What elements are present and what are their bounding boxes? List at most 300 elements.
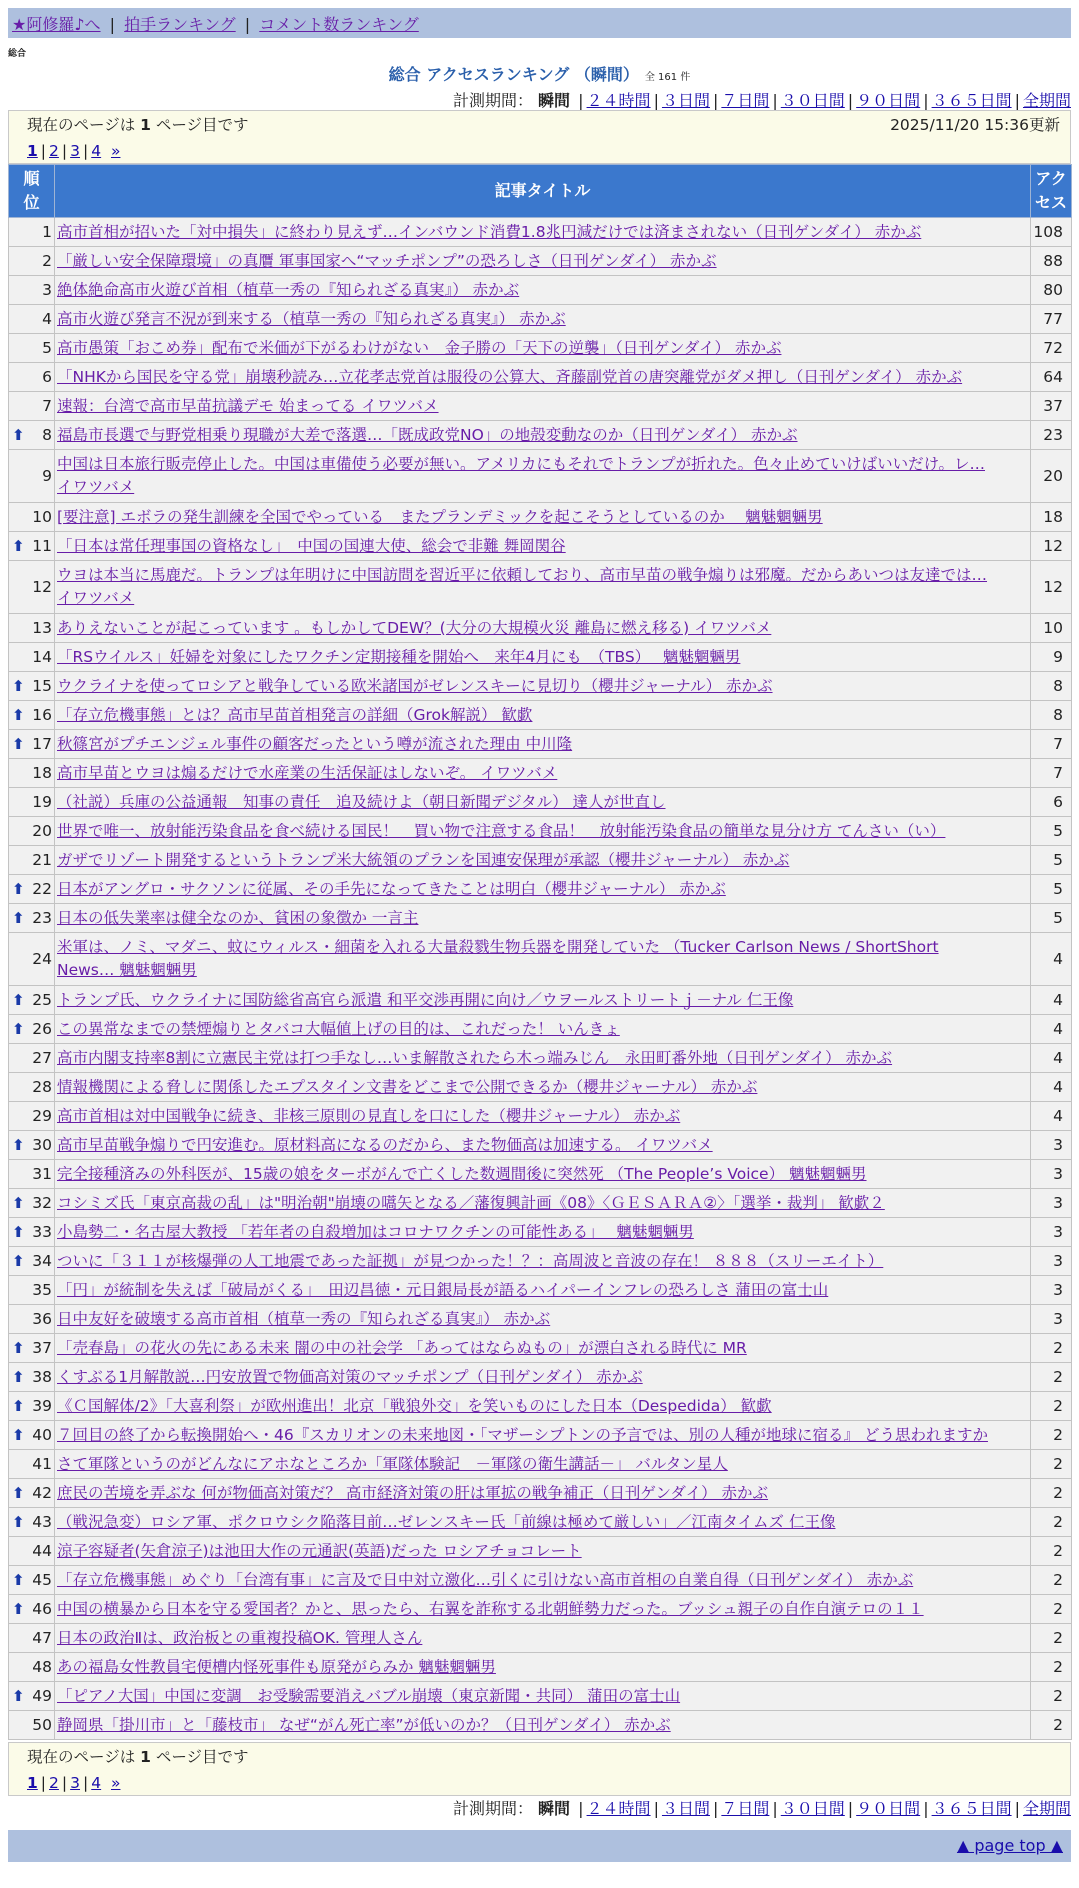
- rank-cell: [9, 450, 55, 503]
- title-cell: [55, 1131, 1031, 1160]
- rank-cell: [9, 614, 55, 643]
- article-link[interactable]: ありえないことが起こっています 。もしかしてDEW？(大分の大規模火災 離島に燃え移る) イワツバメ: [57, 618, 772, 637]
- pager-box-top: [8, 110, 1071, 164]
- rank-cell: [9, 305, 55, 334]
- rank-number: 34: [32, 1252, 52, 1270]
- pager-status-line: [27, 1745, 1052, 1771]
- rank-cell: [9, 1131, 55, 1160]
- article-link[interactable]: 涼子容疑者(矢倉涼子)は池田大作の元通訳(英語)だった ロシアチョコレート: [57, 1541, 582, 1560]
- rank-number: 43: [32, 1513, 52, 1531]
- access-count: 4: [1031, 933, 1072, 986]
- title-cell: [55, 672, 1031, 701]
- rank-cell: [9, 1305, 55, 1334]
- table-row: [9, 701, 1072, 730]
- title-cell: [55, 933, 1031, 986]
- access-header-label: アクセス: [1034, 169, 1067, 212]
- title-cell: [55, 1015, 1031, 1044]
- rank-cell: [9, 933, 55, 986]
- rank-number: 14: [32, 648, 52, 666]
- page-link-4[interactable]: 4: [91, 1774, 102, 1792]
- access-count: 4: [1031, 1102, 1072, 1131]
- rank-cell: [9, 788, 55, 817]
- table-row: [9, 1653, 1072, 1682]
- access-count: 4: [1031, 986, 1072, 1015]
- access-count: 64: [1031, 363, 1072, 392]
- rank-number: 24: [32, 950, 52, 968]
- article-link[interactable]: 「NHKから国民を守る党」崩壊秒読み…立花孝志党首は服役の公算大、斉藤副党首の唐突離党がダメ押し（日刊ゲンダイ） 赤かぶ: [57, 367, 963, 386]
- article-link[interactable]: [57, 564, 1028, 610]
- rank-cell: [9, 1160, 55, 1189]
- total-count: 全 161 件: [644, 72, 691, 83]
- period-option-0[interactable]: ２４時間: [586, 1799, 651, 1818]
- period-selected: 瞬間: [538, 1799, 571, 1818]
- access-count: 8: [1031, 701, 1072, 730]
- access-count: 2: [1031, 1392, 1072, 1421]
- bottom-bar: [8, 1830, 1071, 1862]
- article-link[interactable]: 「円」が統制を失えば「破局がくる」 田辺昌徳・元日銀局長が語るハイパーインフレの恐ろしさ 蒲田の富士山: [57, 1280, 829, 1299]
- ranking-table-body: [9, 218, 1072, 1740]
- rank-cell: [9, 421, 55, 450]
- article-link[interactable]: 秋篠宮がプチエンジェル事件の顧客だったという噂が流された理由 中川隆: [57, 734, 573, 753]
- table-row: [9, 1711, 1072, 1740]
- table-row: [9, 1508, 1072, 1537]
- article-link[interactable]: 福島市長選で与野党相乗り現職が大差で落選…「既成政党NO」の地殻変動なのか（日刊ゲンダイ） 赤かぶ: [57, 425, 798, 444]
- access-count: 7: [1031, 759, 1072, 788]
- title-cell: [55, 1334, 1031, 1363]
- rank-number: 20: [32, 822, 52, 840]
- article-link[interactable]: ついに「３１１が核爆弾の人工地震であった証拠」が見つかった！？：高周波と音波の存在！ ８８８（スリーエイト）: [57, 1251, 884, 1270]
- title-cell: [55, 788, 1031, 817]
- title-cell: [55, 1305, 1031, 1334]
- title-cell: [55, 334, 1031, 363]
- period-option-6[interactable]: 全期間: [1022, 1799, 1071, 1818]
- article-link[interactable]: ７回目の終了から転換開始へ・46『スカリオンの未来地図・「マザーシプトンの予言では、別の人種が地球に宿る』 どう思われますか: [57, 1425, 988, 1444]
- period-separator: |: [578, 1799, 584, 1818]
- table-row: [9, 1015, 1072, 1044]
- table-row: [9, 305, 1072, 334]
- title-cell: [55, 561, 1031, 614]
- period-options: [575, 91, 1071, 110]
- period-option-2[interactable]: ７日間: [721, 1799, 770, 1818]
- access-count: 3: [1031, 1218, 1072, 1247]
- rank-cell: [9, 218, 55, 247]
- rank-number: 3: [42, 281, 52, 299]
- access-count: 2: [1031, 1363, 1072, 1392]
- table-row: [9, 363, 1072, 392]
- article-link[interactable]: コシミズ氏「東京高裁の乱」は"明治朝"崩壊の嚆矢となる／藩復興計画《08》〈ＧＥＳＡＲＡ②〉「選挙・裁判」 歓歔２: [57, 1193, 885, 1212]
- access-count: 37: [1031, 392, 1072, 421]
- pager-suffix: ページ目です: [150, 116, 249, 134]
- article-link[interactable]: 「RSウイルス」妊婦を対象にしたワクチン定期接種を開始へ 来年4月にも （TBS） 魑魅魍魎男: [57, 647, 741, 666]
- table-header-row: [9, 165, 1072, 218]
- access-count: 8: [1031, 672, 1072, 701]
- period-option-5[interactable]: ３６５日間: [931, 91, 1012, 110]
- title-cell: [55, 1479, 1031, 1508]
- rank-cell: [9, 392, 55, 421]
- table-row: [9, 788, 1072, 817]
- article-link[interactable]: 日中友好を破壊する高市首相（植草一秀の『知られざる真実』） 赤かぶ: [57, 1309, 551, 1328]
- table-row: [9, 1537, 1072, 1566]
- rank-cell: [9, 1653, 55, 1682]
- rank-cell: [9, 1015, 55, 1044]
- period-option-4[interactable]: ９０日間: [856, 91, 921, 110]
- title-cell: [55, 986, 1031, 1015]
- article-link[interactable]: 「日本は常任理事国の資格なし」 中国の国連大使、総会で非難 舞岡関谷: [57, 536, 566, 555]
- table-row: [9, 1131, 1072, 1160]
- comment-ranking-link[interactable]: コメント数ランキング: [259, 15, 419, 34]
- article-link[interactable]: 情報機関による脅しに関係したエプスタイン文書をどこまで公開できるか（櫻井ジャーナル） 赤かぶ: [57, 1077, 758, 1096]
- next-page-link[interactable]: »: [110, 1774, 121, 1792]
- rank-cell: [9, 503, 55, 532]
- rank-cell: [9, 672, 55, 701]
- article-link[interactable]: 庶民の苦境を弄ぶな 何が物価高対策だ？ 高市経済対策の肝は軍拡の戦争補正（日刊ゲンダイ） 赤かぶ: [57, 1483, 769, 1502]
- title-cell: [55, 247, 1031, 276]
- access-count: 12: [1031, 532, 1072, 561]
- article-link[interactable]: 静岡県「掛川市」と「藤枝市」 なぜ“がん死亡率”が低いのか？（日刊ゲンダイ） 赤かぶ: [57, 1715, 671, 1734]
- page-title: [0, 62, 1079, 85]
- rank-cell: [9, 1450, 55, 1479]
- article-link[interactable]: 日本がアングロ・サクソンに従属、その手先になってきたことは明白（櫻井ジャーナル） 赤かぶ: [57, 879, 726, 898]
- access-count: 4: [1031, 1073, 1072, 1102]
- access-count: 4: [1031, 1015, 1072, 1044]
- table-row: [9, 904, 1072, 933]
- period-option-3[interactable]: ３０日間: [780, 1799, 845, 1818]
- period-separator: |: [578, 91, 584, 110]
- rank-cell: [9, 1102, 55, 1131]
- title-cell: [55, 1160, 1031, 1189]
- table-row: [9, 218, 1072, 247]
- table-row: [9, 1073, 1072, 1102]
- title-cell: [55, 730, 1031, 759]
- period-separator: |: [772, 1799, 778, 1818]
- pager-links: [27, 139, 1052, 165]
- access-count: 18: [1031, 503, 1072, 532]
- rank-number: 39: [32, 1397, 52, 1415]
- period-separator: |: [847, 1799, 854, 1818]
- rank-cell: [9, 363, 55, 392]
- rank-number: 21: [32, 851, 52, 869]
- page-top-link[interactable]: ▲ page top ▲: [956, 1836, 1063, 1855]
- article-link[interactable]: [要注意] エボラの発生訓練を全国でやっている またプランデミックを起こそうとしているのか 魑魅魍魎男: [57, 507, 823, 526]
- article-link[interactable]: 高市早苗戦争煽りで円安進む。原材料高になるのだから、また物価高は加速する。 イワツバメ: [57, 1135, 713, 1154]
- period-option-5[interactable]: ３６５日間: [931, 1799, 1012, 1818]
- title-cell: [55, 276, 1031, 305]
- top-nav-bar: [8, 8, 1071, 38]
- access-count: 5: [1031, 817, 1072, 846]
- article-link[interactable]: 「売春島」の花火の先にある未来 闇の中の社会学 「あってはならぬもの」が漂白される時代に MR: [57, 1338, 747, 1357]
- rank-number: 15: [32, 677, 52, 695]
- access-count: 2: [1031, 1450, 1072, 1479]
- period-separator: |: [923, 91, 929, 110]
- article-link[interactable]: （社説）兵庫の公益通報 知事の責任 追及続けよ（朝日新聞デジタル） 達人が世直し: [57, 792, 666, 811]
- title-cell: [55, 846, 1031, 875]
- rank-cell: [9, 1073, 55, 1102]
- title-cell: [55, 218, 1031, 247]
- up-arrow-icon: ⬆: [12, 1600, 25, 1618]
- pager-separator: |: [61, 1774, 68, 1792]
- rank-cell: [9, 1479, 55, 1508]
- page-link-3[interactable]: 3: [70, 142, 81, 160]
- table-row: [9, 392, 1072, 421]
- pager-box-bottom: [8, 1742, 1071, 1796]
- period-selected: 瞬間: [538, 91, 571, 110]
- pager-separator: |: [61, 142, 68, 160]
- up-arrow-icon: ⬆: [12, 1687, 25, 1705]
- title-cell: [55, 1595, 1031, 1624]
- rank-cell: [9, 276, 55, 305]
- table-row: [9, 1566, 1072, 1595]
- table-row: [9, 1044, 1072, 1073]
- article-link[interactable]: 高市火遊び発言不況が到来する（植草一秀の『知られざる真実』） 赤かぶ: [57, 309, 566, 328]
- access-count: 2: [1031, 1711, 1072, 1740]
- period-separator: |: [712, 1799, 719, 1818]
- rank-number: 9: [42, 467, 52, 485]
- access-count: 3: [1031, 1247, 1072, 1276]
- article-link[interactable]: 日本の低失業率は健全なのか、貧困の象徴か 一言主: [57, 908, 419, 927]
- pager-current-page: 1: [140, 116, 151, 134]
- rank-number: 29: [32, 1107, 52, 1125]
- article-link[interactable]: 絶体絶命高市火遊び首相（植草一秀の『知られざる真実』） 赤かぶ: [57, 280, 520, 299]
- period-option-1[interactable]: ３日間: [661, 91, 710, 110]
- page-link-1[interactable]: 1: [27, 142, 38, 160]
- article-link[interactable]: 完全接種済みの外科医が、15歳の娘をターボがんで亡くした数週間後に突然死 （The People’s Voice） 魑魅魍魎男: [57, 1164, 867, 1183]
- article-link[interactable]: 高市首相は対中国戦争に続き、非核三原則の見直しを口にした（櫻井ジャーナル） 赤かぶ: [57, 1106, 681, 1125]
- home-link[interactable]: ★阿修羅♪へ: [12, 15, 101, 34]
- table-row: [9, 1102, 1072, 1131]
- rank-cell: [9, 643, 55, 672]
- rank-number: 40: [32, 1426, 52, 1444]
- table-row: [9, 1595, 1072, 1624]
- table-row: [9, 759, 1072, 788]
- access-count: 20: [1031, 450, 1072, 503]
- access-count: 2: [1031, 1421, 1072, 1450]
- access-count: 77: [1031, 305, 1072, 334]
- article-link[interactable]: くすぶる1月解散説…円安放置で物価高対策のマッチポンプ（日刊ゲンダイ） 赤かぶ: [57, 1367, 643, 1386]
- rank-number: 49: [32, 1687, 52, 1705]
- title-cell: [55, 1363, 1031, 1392]
- title-cell: [55, 643, 1031, 672]
- period-option-3[interactable]: ３０日間: [780, 91, 845, 110]
- access-count: 9: [1031, 643, 1072, 672]
- period-option-6[interactable]: 全期間: [1022, 91, 1071, 110]
- table-row: [9, 730, 1072, 759]
- clap-ranking-link[interactable]: 拍手ランキング: [124, 15, 236, 34]
- period-option-2[interactable]: ７日間: [721, 91, 770, 110]
- table-row: [9, 933, 1072, 986]
- pager-prefix: 現在のページは: [27, 116, 141, 134]
- period-separator: |: [712, 91, 719, 110]
- title-cell: [55, 1711, 1031, 1740]
- up-arrow-icon: ⬆: [12, 677, 25, 695]
- rank-cell: [9, 334, 55, 363]
- title-cell: [55, 1450, 1031, 1479]
- page-link-4[interactable]: 4: [91, 142, 102, 160]
- rank-number: 25: [32, 991, 52, 1009]
- title-cell: [55, 1508, 1031, 1537]
- article-link[interactable]: 世界で唯一、放射能汚染食品を食べ続ける国民！ 買い物で注意する食品！ 放射能汚染食品の簡単な見分け方 てんさい（い）: [57, 821, 946, 840]
- access-count: 2: [1031, 1479, 1072, 1508]
- table-row: [9, 1450, 1072, 1479]
- rank-cell: [9, 1392, 55, 1421]
- title-cell: [55, 1624, 1031, 1653]
- title-cell: [55, 503, 1031, 532]
- rank-cell: [9, 1421, 55, 1450]
- title-cell: [55, 1653, 1031, 1682]
- rank-number: 48: [32, 1658, 52, 1676]
- rank-cell: [9, 1566, 55, 1595]
- access-count: 80: [1031, 276, 1072, 305]
- title-cell: [55, 759, 1031, 788]
- table-row: [9, 561, 1072, 614]
- rank-number: 42: [32, 1484, 52, 1502]
- article-title-line2: News… 魑魅魍魎男: [57, 961, 197, 979]
- title-cell: [55, 1102, 1031, 1131]
- rank-cell: [9, 904, 55, 933]
- rank-header-label: 順位: [23, 169, 40, 212]
- up-arrow-icon: ⬆: [12, 1136, 25, 1154]
- article-link[interactable]: ガザでリゾート開発するというトランプ米大統領のプランを国連安保理が承認（櫻井ジャーナル） 赤かぶ: [57, 850, 790, 869]
- table-row: [9, 450, 1072, 503]
- period-option-0[interactable]: ２４時間: [586, 91, 651, 110]
- article-link[interactable]: 「ピアノ大国」中国に変調 お受験需要消えバブル崩壊（東京新聞・共同） 蒲田の富士山: [57, 1686, 681, 1705]
- access-count: 2: [1031, 1682, 1072, 1711]
- rank-number: 47: [32, 1629, 52, 1647]
- article-link[interactable]: あの福島女性教員宅便槽内怪死事件も原発がらみか 魑魅魍魎男: [57, 1657, 496, 1676]
- article-link[interactable]: この異常なまでの禁煙煽りとタバコ大幅値上げの目的は、これだった！ いんきょ: [57, 1019, 620, 1038]
- access-count: 2: [1031, 1595, 1072, 1624]
- article-link[interactable]: （戦況急変）ロシア軍、ポクロウシク陥落目前…ゼレンスキー氏「前線は極めて厳しい」／江南タイムズ 仁王像: [57, 1512, 836, 1531]
- access-count: 5: [1031, 904, 1072, 933]
- period-separator: |: [923, 1799, 929, 1818]
- table-row: [9, 846, 1072, 875]
- rank-cell: [9, 1189, 55, 1218]
- rank-cell: [9, 247, 55, 276]
- article-link[interactable]: 速報：台湾で高市早苗抗議デモ 始まってる イワツバメ: [57, 396, 439, 415]
- article-link[interactable]: 「存立危機事態」めぐり「台湾有事」に言及で日中対立激化…引くに引けない高市首相の自業自得（日刊ゲンダイ） 赤かぶ: [57, 1570, 914, 1589]
- period-selector-top: [453, 88, 1071, 111]
- rank-number: 46: [32, 1600, 52, 1618]
- article-link[interactable]: 「存立危機事態」とは？高市早苗首相発言の詳細（Grok解説） 歓歔: [57, 705, 533, 724]
- rank-number: 11: [32, 537, 52, 555]
- access-count: 12: [1031, 561, 1072, 614]
- up-arrow-icon: ⬆: [12, 991, 25, 1009]
- table-row: [9, 1276, 1072, 1305]
- up-arrow-icon: ⬆: [12, 426, 25, 444]
- article-link[interactable]: さて軍隊というのがどんなにアホなところか「軍隊体験記 －軍隊の衛生講話－」 バルタン星人: [57, 1454, 728, 1473]
- page-link-3[interactable]: 3: [70, 1774, 81, 1792]
- period-separator: |: [1014, 91, 1020, 110]
- up-arrow-icon: ⬆: [12, 1252, 25, 1270]
- pager-separator: |: [40, 142, 47, 160]
- table-row: [9, 1218, 1072, 1247]
- table-row: [9, 1479, 1072, 1508]
- updated-timestamp: 2025/11/20 15:36更新: [890, 116, 1060, 134]
- pager-spacer: [101, 1774, 111, 1792]
- pager-separator: |: [83, 1774, 89, 1792]
- table-row: [9, 1334, 1072, 1363]
- title-cell: [55, 701, 1031, 730]
- title-cell: [55, 421, 1031, 450]
- table-row: [9, 986, 1072, 1015]
- access-count: 88: [1031, 247, 1072, 276]
- table-row: [9, 1682, 1072, 1711]
- rank-number: 27: [32, 1049, 52, 1067]
- up-arrow-icon: ⬆: [12, 880, 25, 898]
- article-link[interactable]: 《Ｃ国解体/2》「大喜利祭」が欧州進出！北京「戦狼外交」を笑いものにした日本（Despedida） 歓歔: [57, 1396, 772, 1415]
- access-count: 2: [1031, 1624, 1072, 1653]
- rank-cell: [9, 1624, 55, 1653]
- article-link[interactable]: 中国の横暴から日本を守る愛国者？かと、思ったら、右翼を詐称する北朝鮮勢力だった。ブッシュ親子の自作自演テロの１１: [57, 1599, 924, 1618]
- article-link[interactable]: [57, 936, 1028, 982]
- access-count: 7: [1031, 730, 1072, 759]
- page-link-1[interactable]: 1: [27, 1774, 38, 1792]
- rank-cell: [9, 846, 55, 875]
- article-link[interactable]: 高市内閣支持率8割に立憲民主党は打つ手なし…いま解散されたら木っ端みじん 永田町番外地（日刊ゲンダイ） 赤かぶ: [57, 1048, 893, 1067]
- up-arrow-icon: ⬆: [12, 1571, 25, 1589]
- table-row: [9, 247, 1072, 276]
- table-row: [9, 1363, 1072, 1392]
- access-count: 2: [1031, 1334, 1072, 1363]
- up-arrow-icon: ⬆: [12, 537, 25, 555]
- access-count: 2: [1031, 1508, 1072, 1537]
- period-option-4[interactable]: ９０日間: [856, 1799, 921, 1818]
- article-link[interactable]: 「厳しい安全保障環境」の真贋 軍事国家へ“マッチポンプ”の恐ろしさ（日刊ゲンダイ） 赤かぶ: [57, 251, 717, 270]
- article-link[interactable]: トランプ氏、ウクライナに国防総省高官ら派遣 和平交渉再開に向け／ウヲールストリートｊ－ナル 仁王像: [57, 990, 794, 1009]
- article-link[interactable]: 日本の政治Ⅱは、政治板との重複投稿OK. 管理人さん: [57, 1628, 423, 1647]
- access-count: 4: [1031, 1044, 1072, 1073]
- access-count: 2: [1031, 1653, 1072, 1682]
- rank-number: 44: [32, 1542, 52, 1560]
- page-link-2[interactable]: 2: [49, 142, 59, 160]
- rank-cell: [9, 1363, 55, 1392]
- period-options: [575, 1799, 1071, 1818]
- table-row: [9, 672, 1072, 701]
- article-link[interactable]: [57, 453, 1028, 499]
- rank-number: 31: [32, 1165, 52, 1183]
- rank-cell: [9, 1711, 55, 1740]
- table-row: [9, 1421, 1072, 1450]
- article-link[interactable]: 高市早苗とウヨは煽るだけで水産業の生活保証はしないぞ。 イワツバメ: [57, 763, 558, 782]
- article-link[interactable]: 小島勢二・名古屋大教授 「若年者の自殺増加はコロナワクチンの可能性ある」 魑魅魍魎男: [57, 1222, 694, 1241]
- article-link[interactable]: 高市首相が招いた「対中損失」に終わり見えず…インバウンド消費1.8兆円減だけでは済まされない（日刊ゲンダイ） 赤かぶ: [57, 222, 922, 241]
- title-cell: [55, 1392, 1031, 1421]
- access-count: 23: [1031, 421, 1072, 450]
- ranking-title: 総合 アクセスランキング （瞬間）: [388, 65, 639, 84]
- title-cell: [55, 1566, 1031, 1595]
- title-cell: [55, 614, 1031, 643]
- rank-cell: [9, 1537, 55, 1566]
- next-page-link[interactable]: »: [110, 142, 121, 160]
- table-row: [9, 1392, 1072, 1421]
- rank-cell: [9, 1682, 55, 1711]
- table-row: [9, 1247, 1072, 1276]
- article-link[interactable]: 高市愚策「おこめ券」配布で米価が下がるわけがない 金子勝の「天下の逆襲」（日刊ゲンダイ） 赤かぶ: [57, 338, 782, 357]
- rank-cell: [9, 1276, 55, 1305]
- rank-cell: [9, 759, 55, 788]
- title-cell: [55, 450, 1031, 503]
- rank-cell: [9, 1334, 55, 1363]
- title-cell: [55, 904, 1031, 933]
- up-arrow-icon: ⬆: [12, 1368, 25, 1386]
- period-option-1[interactable]: ３日間: [661, 1799, 710, 1818]
- up-arrow-icon: ⬆: [12, 1513, 25, 1531]
- page-link-2[interactable]: 2: [49, 1774, 59, 1792]
- access-count: 5: [1031, 875, 1072, 904]
- rank-cell: [9, 986, 55, 1015]
- article-link[interactable]: ウクライナを使ってロシアと戦争している欧米諸国がゼレンスキーに見切り（櫻井ジャーナル） 赤かぶ: [57, 676, 773, 695]
- title-cell: [55, 392, 1031, 421]
- title-cell: [55, 1247, 1031, 1276]
